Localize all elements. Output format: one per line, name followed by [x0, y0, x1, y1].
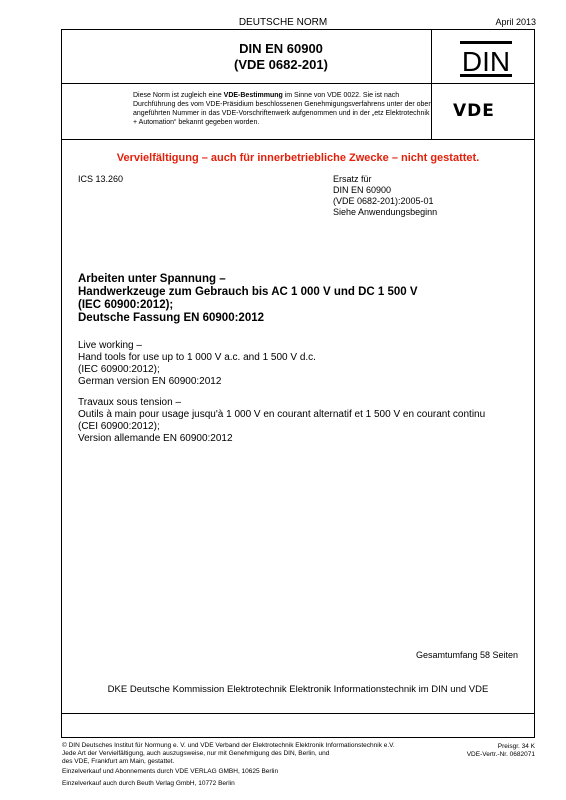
english-title: Live working – Hand tools for use up to 1 000 V a.c. and 1 500 V d.c. (IEC 60900:2012); German version EN 60900:2012	[78, 340, 316, 387]
publication-date: April 2013	[495, 17, 536, 27]
din-logo	[456, 40, 516, 78]
copy-warning: Vervielfältigung – auch für innerbetriebliche Zwecke – nicht gestattet.	[116, 152, 480, 164]
divider	[62, 713, 534, 714]
sales-info: Einzelverkauf und Abonnements durch VDE VERLAG GMBH, 10625 Berlin	[62, 768, 279, 775]
ics-code: ICS 13.260	[78, 174, 124, 184]
document-number: DIN EN 60900	[239, 41, 323, 56]
german-title: Arbeiten unter Spannung – Handwerkzeuge zum Gebrauch bis AC 1 000 V und DC 1 500 V (IEC 60900:2012); Deutsche Fassung EN 60900:2012	[78, 273, 418, 324]
vde-logo: VDE	[453, 101, 495, 121]
total-pages: Gesamtumfang 58 Seiten	[415, 650, 518, 660]
copyright-notice: © DIN Deutsches Institut für Normung e. V. und VDE Verband der Elektrotechnik Elektronik Informationstechnik e.V. Jede Art der Vervielfältigung, auch auszugsweise, nur mit Genehmigung des DIN, Berlin, und des VDE, Frankfurt am Main, gestattet.	[62, 742, 395, 765]
sales-info: Einzelverkauf auch durch Beuth Verlag GmbH, 10772 Berlin	[62, 780, 235, 787]
divider	[62, 139, 534, 140]
french-title: Travaux sous tension – Outils à main pour usage jusqu'à 1 000 V en courant alternatif et 1 500 V en courant continu (CEI 60900:2012); Version allemande EN 60900:2012	[78, 397, 486, 444]
norm-type-header: DEUTSCHE NORM	[238, 17, 328, 28]
price-info: Preisgr. 34 K VDE-Vertr.-Nr. 0682071	[466, 743, 535, 758]
vde-classification: (VDE 0682-201)	[234, 57, 328, 72]
replacement-info: Ersatz für DIN EN 60900 (VDE 0682-201):2005-01 Siehe Anwendungsbeginn	[333, 174, 438, 217]
din-logo-text: DIN	[461, 46, 511, 77]
divider	[62, 83, 534, 84]
vde-notice: Diese Norm ist zugleich eine VDE-Bestimmung im Sinne von VDE 0022. Sie ist nach Durchführung des vom VDE-Präsidium beschlossenen Genehmigungsverfahrens unter der oben angeführten Nummer in das VDE-Vorschriftenwerk aufgenommen und in der „etz Elektrotechnik + Automation“ bekannt gegeben worden.	[133, 92, 433, 126]
dke-line: DKE Deutsche Kommission Elektrotechnik Elektronik Informationstechnik im DIN und VDE	[107, 684, 489, 695]
